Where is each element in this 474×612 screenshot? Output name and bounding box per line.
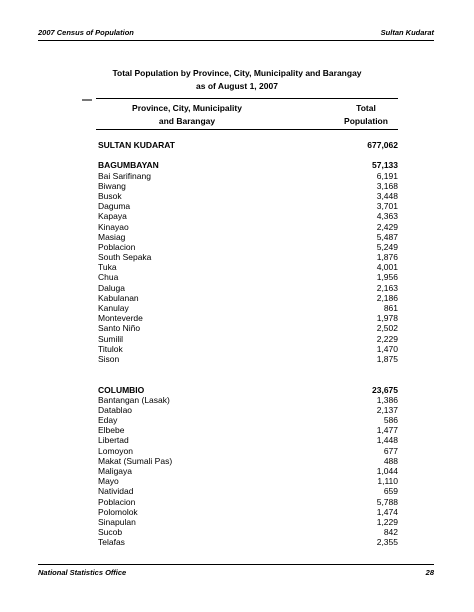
barangay-row-name: Daguma: [98, 201, 131, 212]
barangay-row-name: Santo Niño: [98, 323, 141, 334]
barangay-row-population: 2,186: [376, 292, 398, 303]
barangay-row-population: 1,477: [376, 425, 398, 436]
barangay-row: [98, 507, 398, 517]
barangay-row-population: 861: [383, 303, 398, 313]
barangay-row: [98, 446, 398, 456]
barangay-row-population: 2,137: [376, 404, 398, 415]
barangay-row: [98, 283, 398, 293]
barangay-row-population: 3,168: [376, 180, 398, 191]
barangay-row-name: Maligaya: [98, 466, 133, 476]
barangay-row-population: 4,363: [376, 211, 398, 222]
barangay-row-population: 2,163: [376, 282, 398, 293]
barangay-row-name: Titulok: [98, 343, 123, 354]
barangay-row-population: 1,386: [376, 394, 398, 405]
spacer-row: [98, 150, 398, 160]
barangay-row: [98, 232, 398, 242]
barangay-row-name: Sison: [98, 353, 120, 364]
title-line-2: as of August 1, 2007: [196, 81, 278, 91]
barangay-row-name: Tuka: [98, 262, 117, 273]
barangay-row-name: Kanulay: [98, 303, 129, 313]
barangay-row-name: Busok: [98, 190, 122, 201]
column-headers: [96, 101, 398, 129]
table-title: [0, 67, 474, 93]
barangay-row-name: Biwang: [98, 180, 126, 191]
barangay-row: [98, 497, 398, 507]
barangay-row-name: Poblacion: [98, 496, 136, 507]
barangay-row-population: 1,448: [376, 435, 398, 446]
barangay-row: [98, 293, 398, 303]
barangay-row-population: 842: [383, 527, 398, 538]
barangay-row-population: 1,875: [376, 353, 398, 364]
barangay-row: [98, 486, 398, 496]
province-name: SULTAN KUDARAT: [98, 140, 175, 150]
column-header-population: [334, 102, 398, 128]
barangay-row-name: Masiag: [98, 231, 126, 242]
page-footer: [38, 564, 434, 579]
column-header-area-line-1: Province, City, Municipality: [132, 103, 242, 113]
barangay-row-name: Chua: [98, 272, 119, 283]
barangay-row-name: Sucob: [98, 527, 123, 538]
barangay-row-population: 1,474: [376, 506, 398, 517]
barangay-row: [98, 395, 398, 405]
header-province: Sultan Kudarat: [380, 28, 434, 37]
barangay-row-name: South Sepaka: [98, 252, 152, 263]
barangay-row-name: Kapaya: [98, 211, 127, 222]
margin-mark: [82, 99, 92, 101]
barangay-row: [98, 476, 398, 486]
barangay-row-population: 1,044: [376, 466, 398, 476]
barangay-row: [98, 415, 398, 425]
municipality-row-name: COLUMBIO: [98, 384, 145, 395]
header-census-title: 2007 Census of Population: [38, 28, 134, 37]
table-body: [98, 140, 398, 548]
barangay-row: [98, 435, 398, 445]
barangay-row-population: 1,229: [376, 516, 398, 527]
barangay-row-population: 1,876: [376, 252, 398, 263]
column-header-area: [112, 102, 262, 128]
barangay-row-population: 2,502: [376, 323, 398, 334]
barangay-row-population: 5,249: [376, 241, 398, 252]
barangay-row: [98, 537, 398, 547]
barangay-row: [98, 303, 398, 313]
municipality-row: [98, 385, 398, 395]
footer-office: National Statistics Office: [38, 568, 127, 577]
page-number: 28: [425, 568, 434, 577]
barangay-row: [98, 201, 398, 211]
barangay-row: [98, 191, 398, 201]
barangay-row-population: 3,448: [376, 190, 398, 201]
barangay-row: [98, 334, 398, 344]
barangay-row-name: Kinayao: [98, 221, 129, 232]
barangay-row: [98, 171, 398, 181]
barangay-row: [98, 323, 398, 333]
barangay-row-population: 677: [383, 445, 398, 456]
page-header: [38, 26, 434, 41]
municipality-row-population: 23,675: [372, 384, 398, 395]
barangay-row: [98, 456, 398, 466]
barangay-row: [98, 272, 398, 282]
table-header-rule: [96, 129, 398, 130]
barangay-row-population: 4,001: [376, 262, 398, 273]
barangay-row-name: Makat (Sumali Pas): [98, 455, 173, 466]
barangay-row-population: 2,229: [376, 333, 398, 344]
barangay-row-population: 5,788: [376, 496, 398, 507]
barangay-row: [98, 313, 398, 323]
barangay-row: [98, 211, 398, 221]
barangay-row-name: Monteverde: [98, 313, 143, 324]
barangay-row-population: 488: [383, 455, 398, 466]
barangay-row-name: Sinapulan: [98, 516, 136, 527]
barangay-row-name: Telafas: [98, 537, 125, 548]
barangay-row-population: 586: [383, 415, 398, 426]
barangay-row-population: 659: [383, 486, 398, 497]
barangay-row: [98, 354, 398, 364]
barangay-row-name: Datablao: [98, 404, 133, 415]
barangay-row: [98, 262, 398, 272]
barangay-row-population: 1,978: [376, 313, 398, 324]
municipality-row: [98, 160, 398, 170]
barangay-row-population: 2,355: [376, 537, 398, 548]
municipality-row-name: BAGUMBAYAN: [98, 160, 159, 171]
barangay-row-name: Eday: [98, 415, 118, 426]
column-header-area-line-2: and Barangay: [158, 116, 216, 126]
barangay-row: [98, 425, 398, 435]
barangay-row-name: Kabulanan: [98, 292, 139, 303]
spacer-row: [98, 374, 398, 384]
column-header-population-line-1: Total: [356, 103, 376, 113]
title-line-1: Total Population by Province, City, Municipality and Barangay: [112, 68, 362, 78]
barangay-row-name: Bantangan (Lasak): [98, 394, 170, 405]
barangay-row-name: Libertad: [98, 435, 129, 446]
barangay-row-name: Mayo: [98, 476, 119, 487]
municipality-row-population: 57,133: [372, 160, 398, 171]
spacer-row: [98, 364, 398, 374]
barangay-row-name: Elbebe: [98, 425, 125, 436]
barangay-row: [98, 527, 398, 537]
barangay-row-population: 2,429: [376, 221, 398, 232]
barangay-row-name: Sumilil: [98, 333, 124, 344]
barangay-row-name: Natividad: [98, 486, 134, 497]
barangay-row-name: Polomolok: [98, 506, 138, 517]
barangay-row: [98, 466, 398, 476]
table-top-rule: [96, 98, 398, 99]
barangay-row-name: Lomoyon: [98, 445, 133, 456]
barangay-row: [98, 405, 398, 415]
province-population: 677,062: [367, 140, 398, 150]
barangay-row-name: Poblacion: [98, 241, 136, 252]
barangay-row-population: 6,191: [376, 170, 398, 181]
barangay-row-population: 1,470: [376, 343, 398, 354]
barangay-row-population: 1,956: [376, 272, 398, 283]
barangay-row-population: 3,701: [376, 201, 398, 212]
barangay-row: [98, 242, 398, 252]
barangay-row: [98, 222, 398, 232]
barangay-row-population: 5,487: [376, 231, 398, 242]
barangay-row: [98, 181, 398, 191]
barangay-row-name: Bai Sarifinang: [98, 170, 151, 181]
barangay-row: [98, 344, 398, 354]
column-header-population-line-2: Population: [344, 116, 388, 126]
province-row: [98, 140, 398, 150]
barangay-row: [98, 252, 398, 262]
barangay-row: [98, 517, 398, 527]
barangay-row-name: Daluga: [98, 282, 125, 293]
barangay-row-population: 1,110: [377, 476, 398, 487]
